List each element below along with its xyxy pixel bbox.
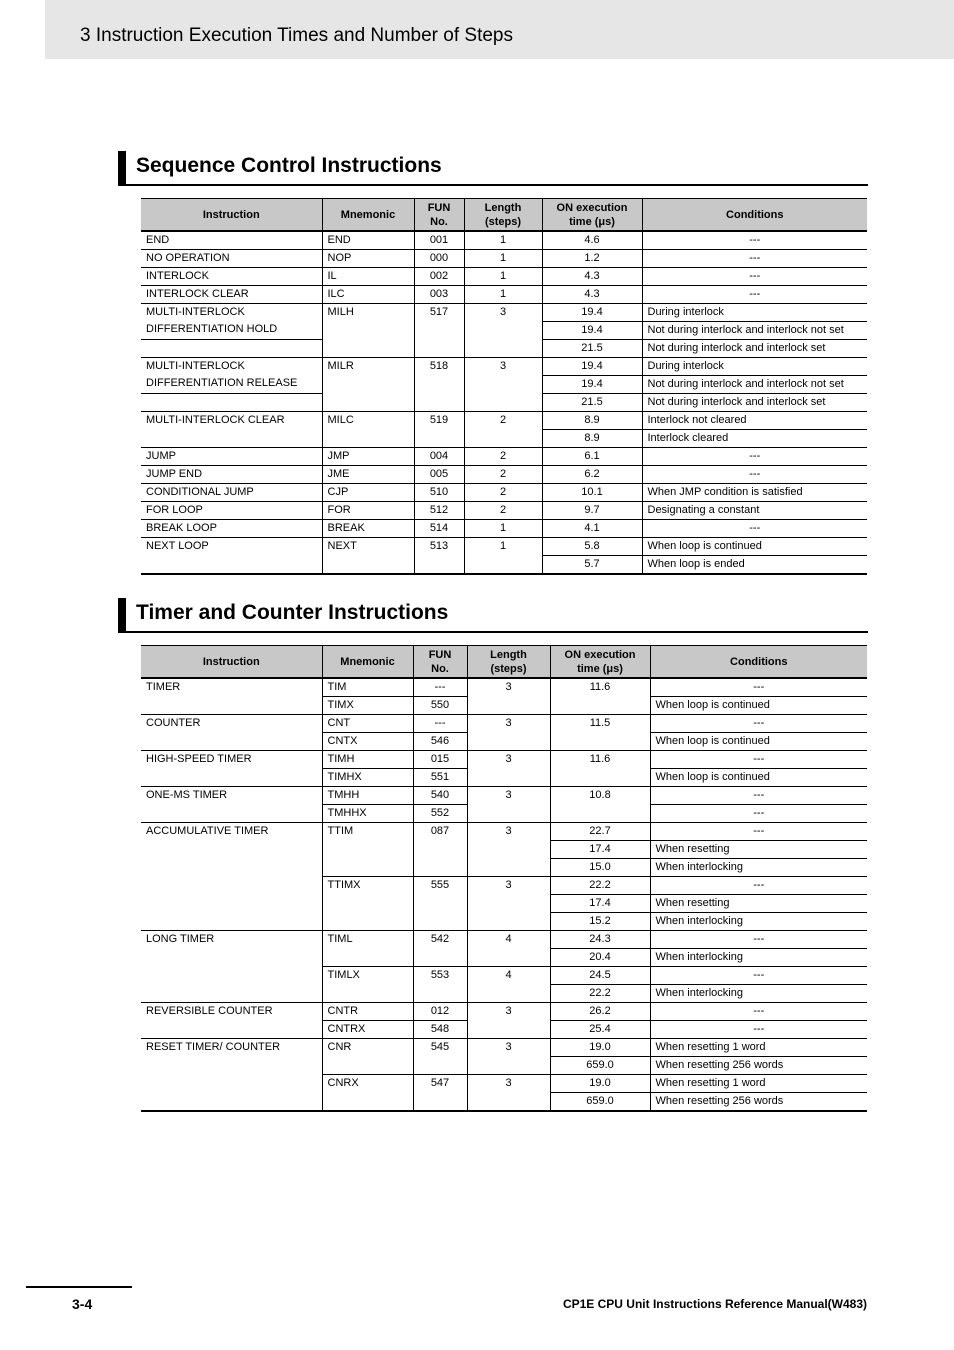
conditions-cell: --- <box>650 931 867 949</box>
fun-no-cell: 015 <box>413 751 467 769</box>
on-time-cell: 8.9 <box>542 412 642 430</box>
conditions-cell: During interlock <box>642 304 867 322</box>
mnemonic-cell: TTIMX <box>322 877 413 931</box>
on-time-cell: 659.0 <box>550 1057 650 1075</box>
mnemonic-cell: FOR <box>322 502 414 520</box>
length-cell: 2 <box>464 484 542 502</box>
table-row <box>141 286 867 304</box>
instruction-cell: LONG TIMER <box>141 931 322 1003</box>
mnemonic-cell: IL <box>322 268 414 286</box>
table-row <box>141 502 867 520</box>
conditions-cell: --- <box>642 268 867 286</box>
mnemonic-cell: TMHH <box>322 787 413 805</box>
on-time-cell: 22.2 <box>550 985 650 1003</box>
on-time-cell: 19.0 <box>550 1039 650 1057</box>
fun-no-cell: 519 <box>414 412 464 448</box>
mnemonic-cell: CNTR <box>322 1003 413 1021</box>
conditions-cell: When resetting <box>650 895 867 913</box>
conditions-cell: When interlocking <box>650 985 867 1003</box>
length-cell: 3 <box>464 304 542 358</box>
length-cell: 1 <box>464 538 542 575</box>
table-row <box>141 250 867 268</box>
fun-no-cell: 547 <box>413 1075 467 1112</box>
mnemonic-cell: BREAK <box>322 520 414 538</box>
fun-no-cell: 087 <box>413 823 467 877</box>
col-instruction: Instruction <box>141 646 322 679</box>
conditions-cell: When resetting 256 words <box>650 1057 867 1075</box>
on-time-cell: 4.3 <box>542 286 642 304</box>
on-time-cell: 15.2 <box>550 913 650 931</box>
length-cell: 1 <box>464 268 542 286</box>
conditions-cell: When interlocking <box>650 913 867 931</box>
on-time-cell: 21.5 <box>542 340 642 358</box>
mnemonic-cell: TIMX <box>322 697 413 715</box>
mnemonic-cell: NOP <box>322 250 414 268</box>
instruction-cell: NEXT LOOP <box>141 538 322 575</box>
conditions-cell: Not during interlock and interlock not set <box>642 322 867 340</box>
conditions-cell: When loop is ended <box>642 556 867 575</box>
conditions-cell: When JMP condition is satisfied <box>642 484 867 502</box>
instruction-cell <box>141 358 322 394</box>
length-cell: 1 <box>464 250 542 268</box>
fun-no-cell: 553 <box>413 967 467 1003</box>
mnemonic-cell: JME <box>322 466 414 484</box>
fun-no-cell: 002 <box>414 268 464 286</box>
mnemonic-cell: JMP <box>322 448 414 466</box>
table-row <box>141 751 867 769</box>
mnemonic-cell: TIMHX <box>322 769 413 787</box>
table-row <box>141 538 867 556</box>
mnemonic-cell: TIMH <box>322 751 413 769</box>
mnemonic-cell: NEXT <box>322 538 414 575</box>
on-time-cell: 5.7 <box>542 556 642 575</box>
conditions-cell: When resetting 256 words <box>650 1093 867 1112</box>
instruction-cell: JUMP END <box>141 466 322 484</box>
mnemonic-cell: CNR <box>322 1039 413 1075</box>
instruction-name-line: DIFFERENTIATION RELEASE <box>146 377 298 389</box>
on-time-cell: 15.0 <box>550 859 650 877</box>
instruction-cell: INTERLOCK CLEAR <box>141 286 322 304</box>
mnemonic-cell: TTIM <box>322 823 413 877</box>
fun-no-cell: 012 <box>413 1003 467 1021</box>
mnemonic-cell: ILC <box>322 286 414 304</box>
fun-no-cell: 512 <box>414 502 464 520</box>
instruction-cell: JUMP <box>141 448 322 466</box>
on-time-cell: 24.3 <box>550 931 650 949</box>
table-row <box>141 823 867 841</box>
instruction-cell: COUNTER <box>141 715 322 751</box>
length-cell: 4 <box>467 931 550 967</box>
fun-no-cell: 517 <box>414 304 464 358</box>
heading-bar <box>118 151 126 184</box>
on-time-cell: 25.4 <box>550 1021 650 1039</box>
col-fun-no: FUN No. <box>414 199 464 232</box>
heading-bar <box>118 598 126 631</box>
fun-no-cell: --- <box>413 678 467 697</box>
col-fun-no: FUN No. <box>413 646 467 679</box>
on-time-cell: 10.8 <box>550 787 650 823</box>
instruction-cell: BREAK LOOP <box>141 520 322 538</box>
timer-section-title: Timer and Counter Instructions <box>136 601 449 624</box>
sequence-section-heading <box>118 151 868 186</box>
col-on-execution-time: ON execution time (μs) <box>550 646 650 679</box>
mnemonic-cell: TIMLX <box>322 967 413 1003</box>
page-number: 3-4 <box>72 1296 93 1312</box>
instruction-cell <box>141 394 322 412</box>
conditions-cell: Interlock not cleared <box>642 412 867 430</box>
conditions-cell: When interlocking <box>650 949 867 967</box>
on-time-cell: 6.1 <box>542 448 642 466</box>
instruction-cell: CONDITIONAL JUMP <box>141 484 322 502</box>
conditions-cell: Not during interlock and interlock set <box>642 340 867 358</box>
conditions-cell: Interlock cleared <box>642 430 867 448</box>
on-time-cell: 4.6 <box>542 231 642 250</box>
on-time-cell: 5.8 <box>542 538 642 556</box>
instruction-cell: HIGH-SPEED TIMER <box>141 751 322 787</box>
fun-no-cell: 004 <box>414 448 464 466</box>
mnemonic-cell: MILR <box>322 358 414 412</box>
conditions-cell: --- <box>650 715 867 733</box>
on-time-cell: 17.4 <box>550 841 650 859</box>
instruction-name-line: MULTI-INTERLOCK <box>146 360 245 372</box>
sequence-instructions-table <box>141 198 867 575</box>
fun-no-cell: 552 <box>413 805 467 823</box>
table-row <box>141 678 867 697</box>
instruction-cell: REVERSIBLE COUNTER <box>141 1003 322 1039</box>
conditions-cell: --- <box>650 678 867 697</box>
mnemonic-cell: CNTRX <box>322 1021 413 1039</box>
instruction-cell: RESET TIMER/ COUNTER <box>141 1039 322 1112</box>
instruction-cell: ACCUMULATIVE TIMER <box>141 823 322 931</box>
fun-no-cell: 514 <box>414 520 464 538</box>
conditions-cell: When loop is continued <box>642 538 867 556</box>
conditions-cell: --- <box>642 231 867 250</box>
table-row <box>141 1039 867 1057</box>
on-time-cell: 20.4 <box>550 949 650 967</box>
length-cell: 1 <box>464 286 542 304</box>
table-row <box>141 520 867 538</box>
mnemonic-cell: TMHHX <box>322 805 413 823</box>
instruction-cell <box>141 304 322 340</box>
conditions-cell: --- <box>650 1003 867 1021</box>
length-cell: 3 <box>467 823 550 877</box>
fun-no-cell: 545 <box>413 1039 467 1075</box>
length-cell: 3 <box>467 877 550 931</box>
conditions-cell: --- <box>650 877 867 895</box>
table-row <box>141 412 867 430</box>
length-cell: 2 <box>464 502 542 520</box>
on-time-cell: 9.7 <box>542 502 642 520</box>
length-cell: 2 <box>464 448 542 466</box>
col-mnemonic: Mnemonic <box>322 646 413 679</box>
table-row <box>141 715 867 733</box>
conditions-cell: When loop is continued <box>650 733 867 751</box>
table-row <box>141 931 867 949</box>
conditions-cell: --- <box>642 448 867 466</box>
conditions-cell: --- <box>650 1021 867 1039</box>
fun-no-cell: 518 <box>414 358 464 412</box>
instruction-cell: END <box>146 234 170 246</box>
table-row <box>141 787 867 805</box>
length-cell: 1 <box>464 520 542 538</box>
conditions-cell: When resetting 1 word <box>650 1039 867 1057</box>
table-row <box>141 268 867 286</box>
mnemonic-cell: CJP <box>322 484 414 502</box>
on-time-cell: 21.5 <box>542 394 642 412</box>
table-row <box>141 304 867 322</box>
fun-no-cell: 542 <box>413 931 467 967</box>
chapter-title: 3 Instruction Execution Times and Number of Steps <box>80 25 513 46</box>
instruction-cell: FOR LOOP <box>141 502 322 520</box>
on-time-cell: 19.4 <box>542 322 642 340</box>
mnemonic-cell: TIML <box>322 931 413 967</box>
instruction-cell: MULTI-INTERLOCK CLEAR <box>141 412 322 448</box>
on-time-cell: 19.4 <box>542 358 642 376</box>
on-time-cell: 17.4 <box>550 895 650 913</box>
mnemonic-cell: CNTX <box>322 733 413 751</box>
on-time-cell: 11.5 <box>550 715 650 751</box>
col-on-execution-time: ON execution time (μs) <box>542 199 642 232</box>
conditions-cell: --- <box>642 286 867 304</box>
length-cell: 3 <box>467 1039 550 1075</box>
on-time-cell: 659.0 <box>550 1093 650 1112</box>
fun-no-cell: 546 <box>413 733 467 751</box>
mnemonic-cell: END <box>322 231 414 250</box>
length-cell: 3 <box>467 787 550 823</box>
on-time-cell: 19.0 <box>550 1075 650 1093</box>
length-cell: 3 <box>467 678 550 715</box>
fun-no-cell: 003 <box>414 286 464 304</box>
table-row <box>141 484 867 502</box>
on-time-cell: 4.3 <box>542 268 642 286</box>
on-time-cell: 24.5 <box>550 967 650 985</box>
col-mnemonic: Mnemonic <box>322 199 414 232</box>
conditions-cell: --- <box>650 967 867 985</box>
conditions-cell: Designating a constant <box>642 502 867 520</box>
instruction-cell: ONE-MS TIMER <box>141 787 322 823</box>
conditions-cell: Not during interlock and interlock not set <box>642 376 867 394</box>
manual-title: CP1E CPU Unit Instructions Reference Manual(W483) <box>562 1297 867 1311</box>
conditions-cell: When resetting 1 word <box>650 1075 867 1093</box>
mnemonic-cell: MILH <box>322 304 414 358</box>
conditions-cell: When interlocking <box>650 859 867 877</box>
conditions-cell: --- <box>642 520 867 538</box>
on-time-cell: 11.6 <box>550 751 650 787</box>
fun-no-cell: 005 <box>414 466 464 484</box>
mnemonic-cell: CNT <box>322 715 413 733</box>
on-time-cell: 8.9 <box>542 430 642 448</box>
length-cell: 3 <box>467 715 550 751</box>
on-time-cell: 19.4 <box>542 376 642 394</box>
col-conditions: Conditions <box>642 199 867 232</box>
fun-no-cell: 513 <box>414 538 464 575</box>
conditions-cell: When loop is continued <box>650 769 867 787</box>
on-time-cell: 6.2 <box>542 466 642 484</box>
table-row <box>141 466 867 484</box>
col-conditions: Conditions <box>650 646 867 679</box>
on-time-cell: 19.4 <box>542 304 642 322</box>
mnemonic-cell: MILC <box>322 412 414 448</box>
on-time-cell: 11.6 <box>550 678 650 715</box>
on-time-cell: 22.2 <box>550 877 650 895</box>
instruction-name-line: MULTI-INTERLOCK <box>146 306 245 318</box>
sequence-section-title: Sequence Control Instructions <box>136 154 442 177</box>
fun-no-cell: 001 <box>414 231 464 250</box>
length-cell: 2 <box>464 412 542 448</box>
conditions-cell: During interlock <box>642 358 867 376</box>
length-cell: 2 <box>464 466 542 484</box>
conditions-cell: --- <box>650 805 867 823</box>
conditions-cell: --- <box>650 823 867 841</box>
mnemonic-cell: CNRX <box>322 1075 413 1112</box>
col-length: Length (steps) <box>467 646 550 679</box>
length-cell: 3 <box>464 358 542 412</box>
length-cell: 3 <box>467 1075 550 1112</box>
on-time-cell: 10.1 <box>542 484 642 502</box>
instruction-name-line: DIFFERENTIATION HOLD <box>146 323 278 335</box>
length-cell: 3 <box>467 1003 550 1039</box>
on-time-cell: 26.2 <box>550 1003 650 1021</box>
table-header-row <box>141 646 867 679</box>
length-cell: 4 <box>467 967 550 1003</box>
fun-no-cell: 548 <box>413 1021 467 1039</box>
length-cell: 1 <box>464 231 542 250</box>
footer-rule <box>26 1286 132 1288</box>
conditions-cell: --- <box>650 751 867 769</box>
conditions-cell: When resetting <box>650 841 867 859</box>
fun-no-cell: 555 <box>413 877 467 931</box>
length-cell: 3 <box>467 751 550 787</box>
on-time-cell: 1.2 <box>542 250 642 268</box>
conditions-cell: --- <box>642 250 867 268</box>
timer-counter-instructions-table <box>141 645 867 1112</box>
instruction-cell: TIMER <box>146 681 181 693</box>
col-instruction: Instruction <box>141 199 322 232</box>
fun-no-cell: 550 <box>413 697 467 715</box>
col-length: Length (steps) <box>464 199 542 232</box>
conditions-cell: --- <box>650 787 867 805</box>
fun-no-cell: 551 <box>413 769 467 787</box>
fun-no-cell: --- <box>413 715 467 733</box>
mnemonic-cell: TIM <box>322 678 413 697</box>
table-row <box>141 1003 867 1021</box>
table-row <box>141 358 867 376</box>
table-row <box>141 448 867 466</box>
instruction-cell: NO OPERATION <box>141 250 322 268</box>
fun-no-cell: 540 <box>413 787 467 805</box>
instruction-cell: INTERLOCK <box>141 268 322 286</box>
table-header-row <box>141 199 867 232</box>
timer-section-heading <box>118 598 868 633</box>
on-time-cell: 22.7 <box>550 823 650 841</box>
fun-no-cell: 510 <box>414 484 464 502</box>
conditions-cell: --- <box>642 466 867 484</box>
on-time-cell: 4.1 <box>542 520 642 538</box>
fun-no-cell: 000 <box>414 250 464 268</box>
instruction-cell <box>141 340 322 358</box>
conditions-cell: Not during interlock and interlock set <box>642 394 867 412</box>
conditions-cell: When loop is continued <box>650 697 867 715</box>
table-row <box>141 231 867 250</box>
